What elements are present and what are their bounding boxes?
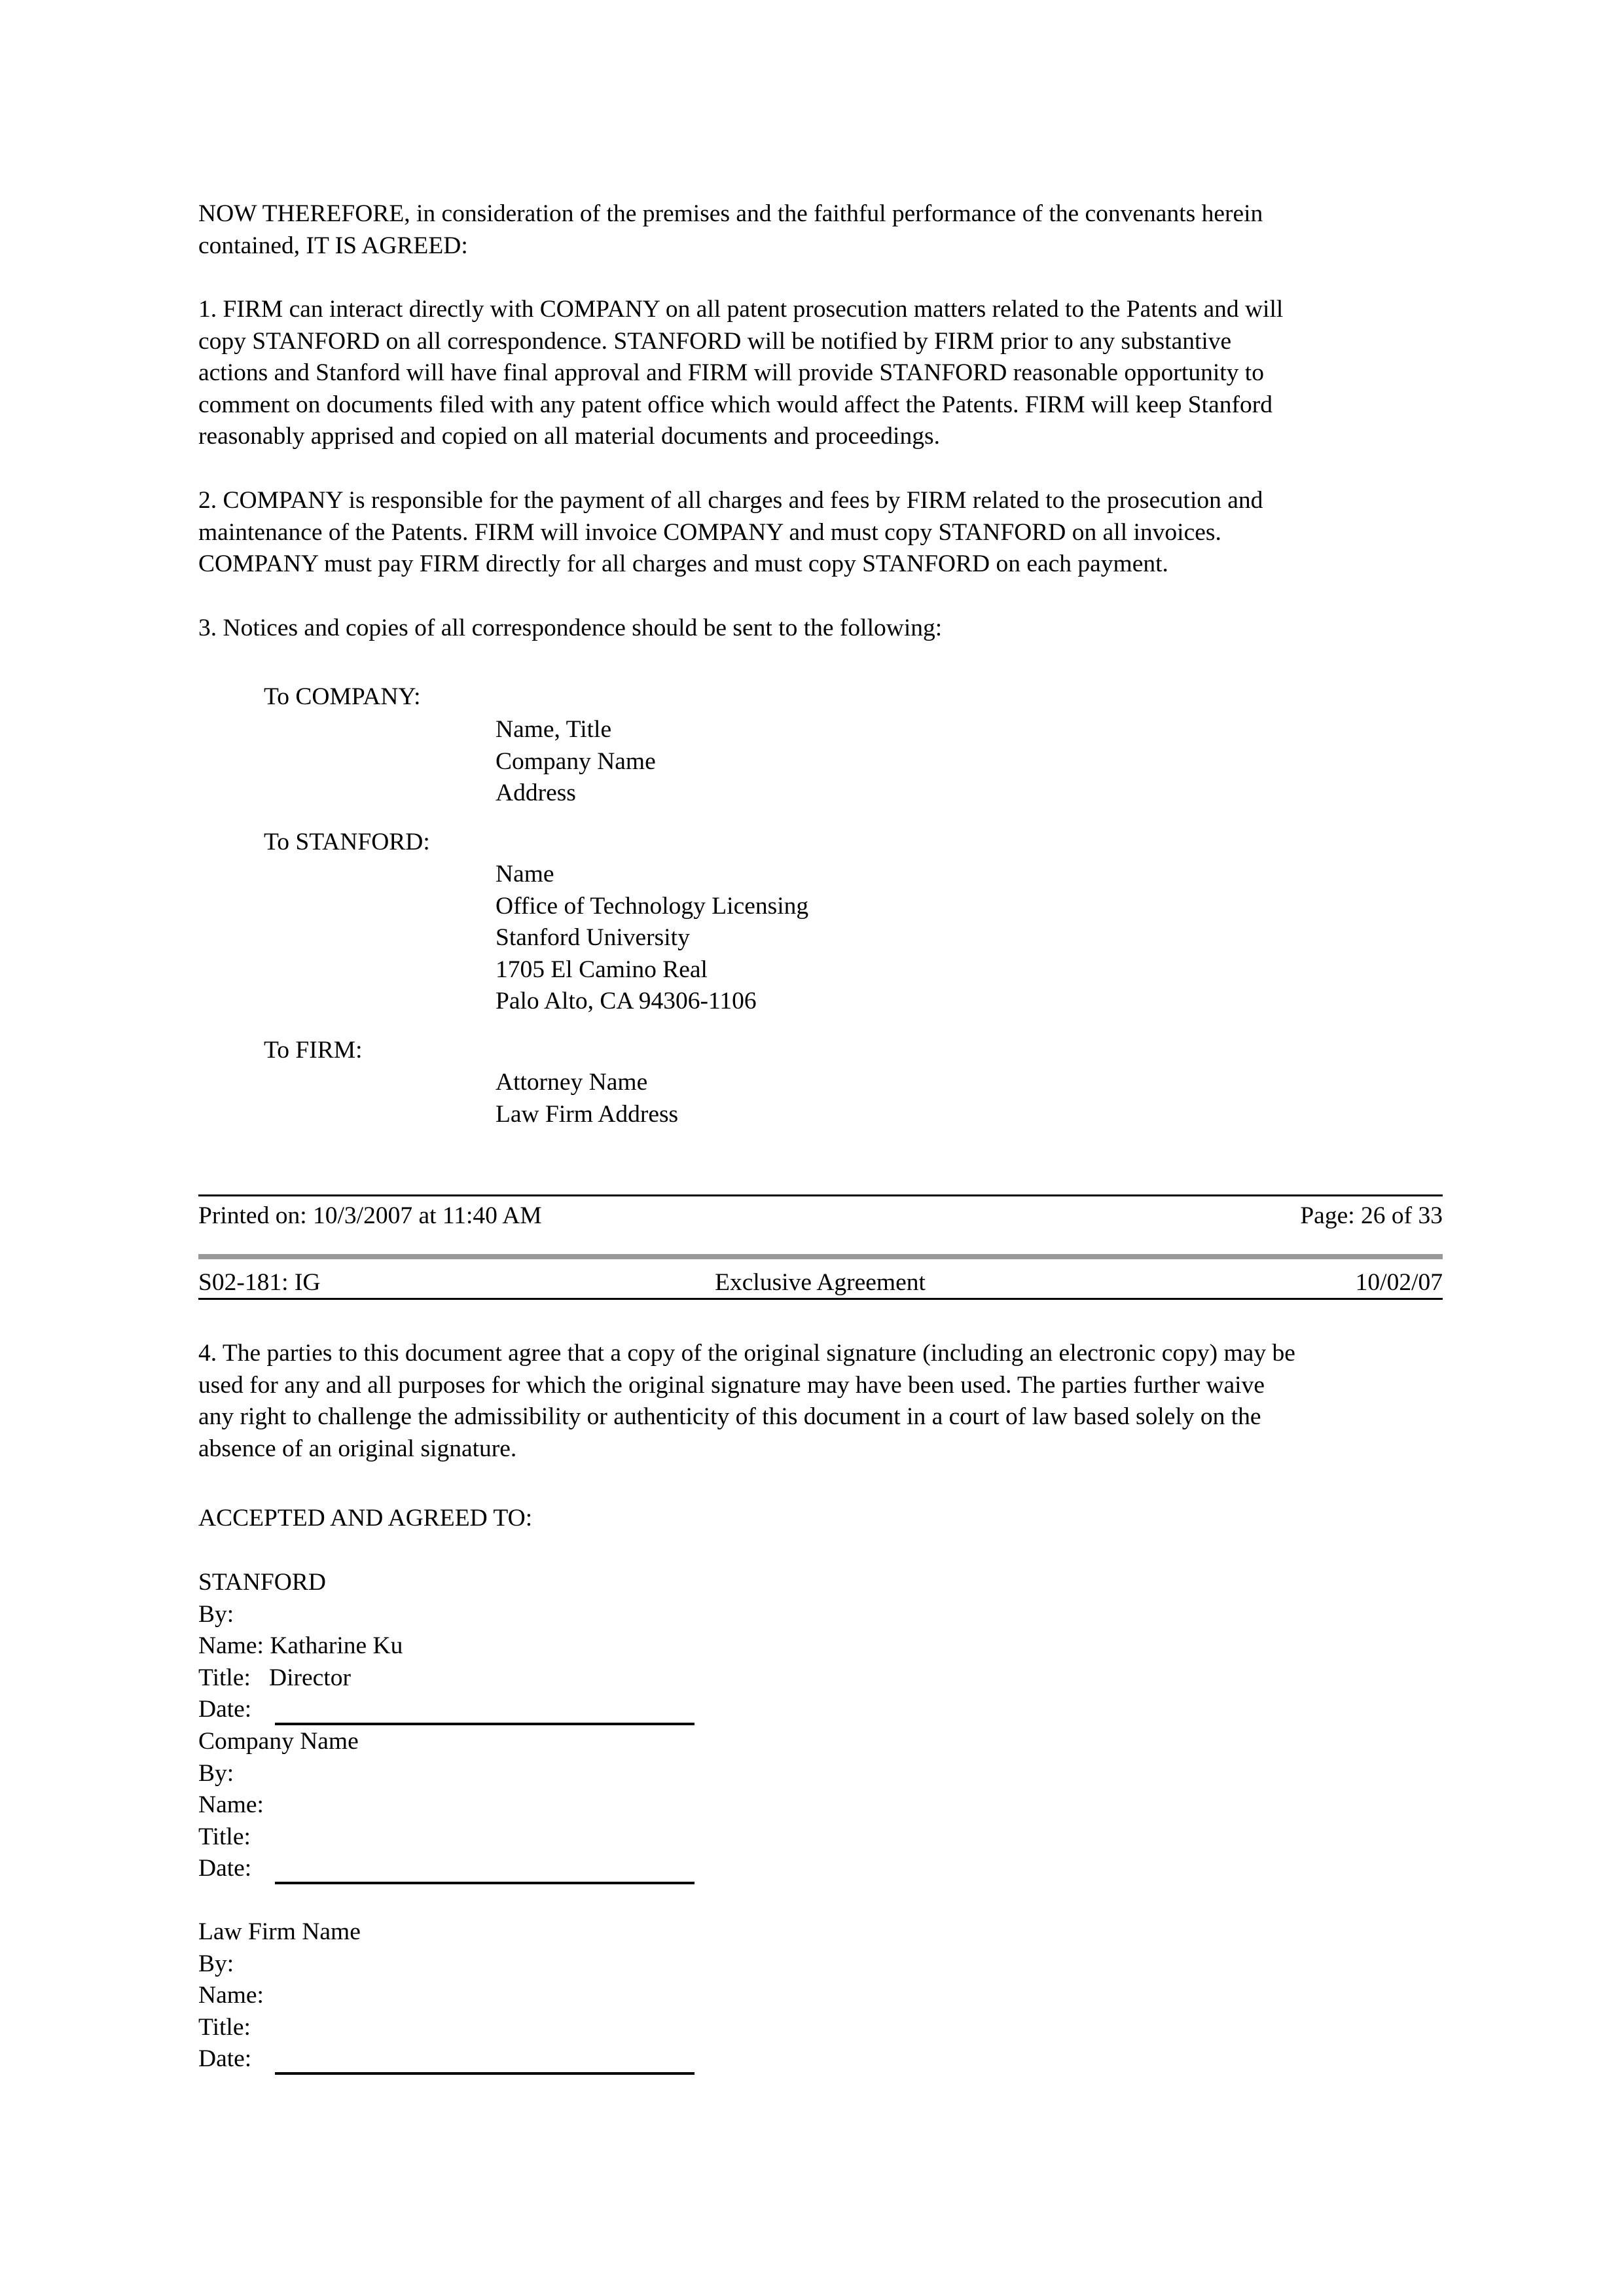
signature-name: Name: bbox=[198, 1982, 264, 2009]
accepted-heading: ACCEPTED AND AGREED TO: bbox=[198, 1505, 533, 1532]
signature-by: By: bbox=[198, 1759, 234, 1787]
address-line: Address bbox=[496, 780, 576, 806]
clause-1 bbox=[198, 294, 1442, 453]
clause-3: 3. Notices and copies of all correspondence should be sent to the following: bbox=[198, 615, 943, 641]
firm-address-block bbox=[496, 1067, 1085, 1130]
address-line: Law Firm Address bbox=[496, 1100, 679, 1128]
to-company-label: To COMPANY: bbox=[264, 683, 421, 710]
clause-4-line: any right to challenge the admissibility or authenticity of this document in a court of law based solely on the bbox=[198, 1403, 1261, 1430]
clause-4 bbox=[198, 1338, 1442, 1465]
clause-2-line: 2. COMPANY is responsible for the payment of all charges and fees by FIRM related to the prosecution and bbox=[198, 487, 1263, 514]
address-line: Palo Alto, CA 94306-1106 bbox=[496, 988, 757, 1014]
company-address-block bbox=[496, 714, 1085, 810]
page-number: Page: 26 of 33 bbox=[1300, 1202, 1443, 1229]
stanford-date-line bbox=[275, 1723, 695, 1725]
address-line: Attorney Name bbox=[496, 1069, 648, 1096]
address-line: 1705 El Camino Real bbox=[496, 956, 708, 983]
intro-paragraph bbox=[198, 198, 1442, 262]
signature-by: By: bbox=[198, 1950, 234, 1977]
clause-4-line: absence of an original signature. bbox=[198, 1435, 517, 1462]
signature-party: STANFORD bbox=[198, 1569, 326, 1596]
intro-line: contained, IT IS AGREED: bbox=[198, 232, 468, 259]
company-date-line bbox=[275, 1882, 695, 1884]
clause-4-line: used for any and all purposes for which the original signature may have been used. The parties further waive bbox=[198, 1371, 1265, 1399]
clause-1-line: comment on documents filed with any patent office which would affect the Patents. FIRM will keep Stanford bbox=[198, 391, 1272, 418]
stanford-signature-block bbox=[198, 1567, 787, 1726]
signature-date-label: Date: bbox=[198, 2045, 252, 2072]
document-title: Exclusive Agreement bbox=[715, 1269, 926, 1296]
signature-name: Name: bbox=[198, 1791, 264, 1818]
address-line: Name bbox=[496, 861, 554, 888]
footer-top-rule bbox=[198, 1194, 1443, 1196]
clause-2-line: COMPANY must pay FIRM directly for all charges and must copy STANFORD on each payment. bbox=[198, 550, 1168, 577]
address-line: Stanford University bbox=[496, 924, 690, 951]
clause-2 bbox=[198, 485, 1442, 581]
clause-1-line: actions and Stanford will have final approval and FIRM will provide STANFORD reasonable opportunity to bbox=[198, 359, 1264, 386]
clause-1-line: 1. FIRM can interact directly with COMPANY on all patent prosecution matters related to the Patents and will bbox=[198, 296, 1284, 323]
signature-title: Title: Director bbox=[198, 1664, 351, 1691]
printed-on: Printed on: 10/3/2007 at 11:40 AM bbox=[198, 1202, 542, 1229]
signature-by: By: bbox=[198, 1600, 234, 1628]
header-bottom-rule bbox=[198, 1298, 1443, 1300]
firm-signature-block bbox=[198, 1916, 787, 2075]
clause-2-line: maintenance of the Patents. FIRM will invoice COMPANY and must copy STANFORD on all invoices. bbox=[198, 518, 1221, 546]
document-ref: S02-181: IG bbox=[198, 1269, 321, 1296]
clause-1-line: copy STANFORD on all correspondence. STANFORD will be notified by FIRM prior to any substantive bbox=[198, 327, 1232, 355]
signature-date-label: Date: bbox=[198, 1855, 252, 1882]
intro-line: NOW THEREFORE, in consideration of the premises and the faithful performance of the convenants herein bbox=[198, 200, 1263, 227]
clause-4-line: 4. The parties to this document agree that a copy of the original signature (including an electronic copy) may be bbox=[198, 1340, 1295, 1367]
stanford-address-block bbox=[496, 859, 1085, 1018]
clause-1-line: reasonably apprised and copied on all material documents and proceedings. bbox=[198, 423, 940, 450]
to-stanford-label: To STANFORD: bbox=[264, 829, 430, 855]
page-break-rule bbox=[198, 1254, 1443, 1259]
address-line: Office of Technology Licensing bbox=[496, 892, 809, 920]
signature-title: Title: bbox=[198, 1823, 251, 1850]
firm-date-line bbox=[275, 2072, 695, 2075]
signature-name: Name: Katharine Ku bbox=[198, 1632, 403, 1659]
signature-party: Company Name bbox=[198, 1728, 359, 1755]
document-date: 10/02/07 bbox=[1355, 1269, 1443, 1296]
to-firm-label: To FIRM: bbox=[264, 1037, 363, 1064]
company-signature-block bbox=[198, 1726, 787, 1885]
signature-party: Law Firm Name bbox=[198, 1918, 361, 1945]
signature-title: Title: bbox=[198, 2013, 251, 2041]
signature-date-label: Date: bbox=[198, 1696, 252, 1723]
address-line: Company Name bbox=[496, 747, 656, 775]
address-line: Name, Title bbox=[496, 716, 612, 743]
